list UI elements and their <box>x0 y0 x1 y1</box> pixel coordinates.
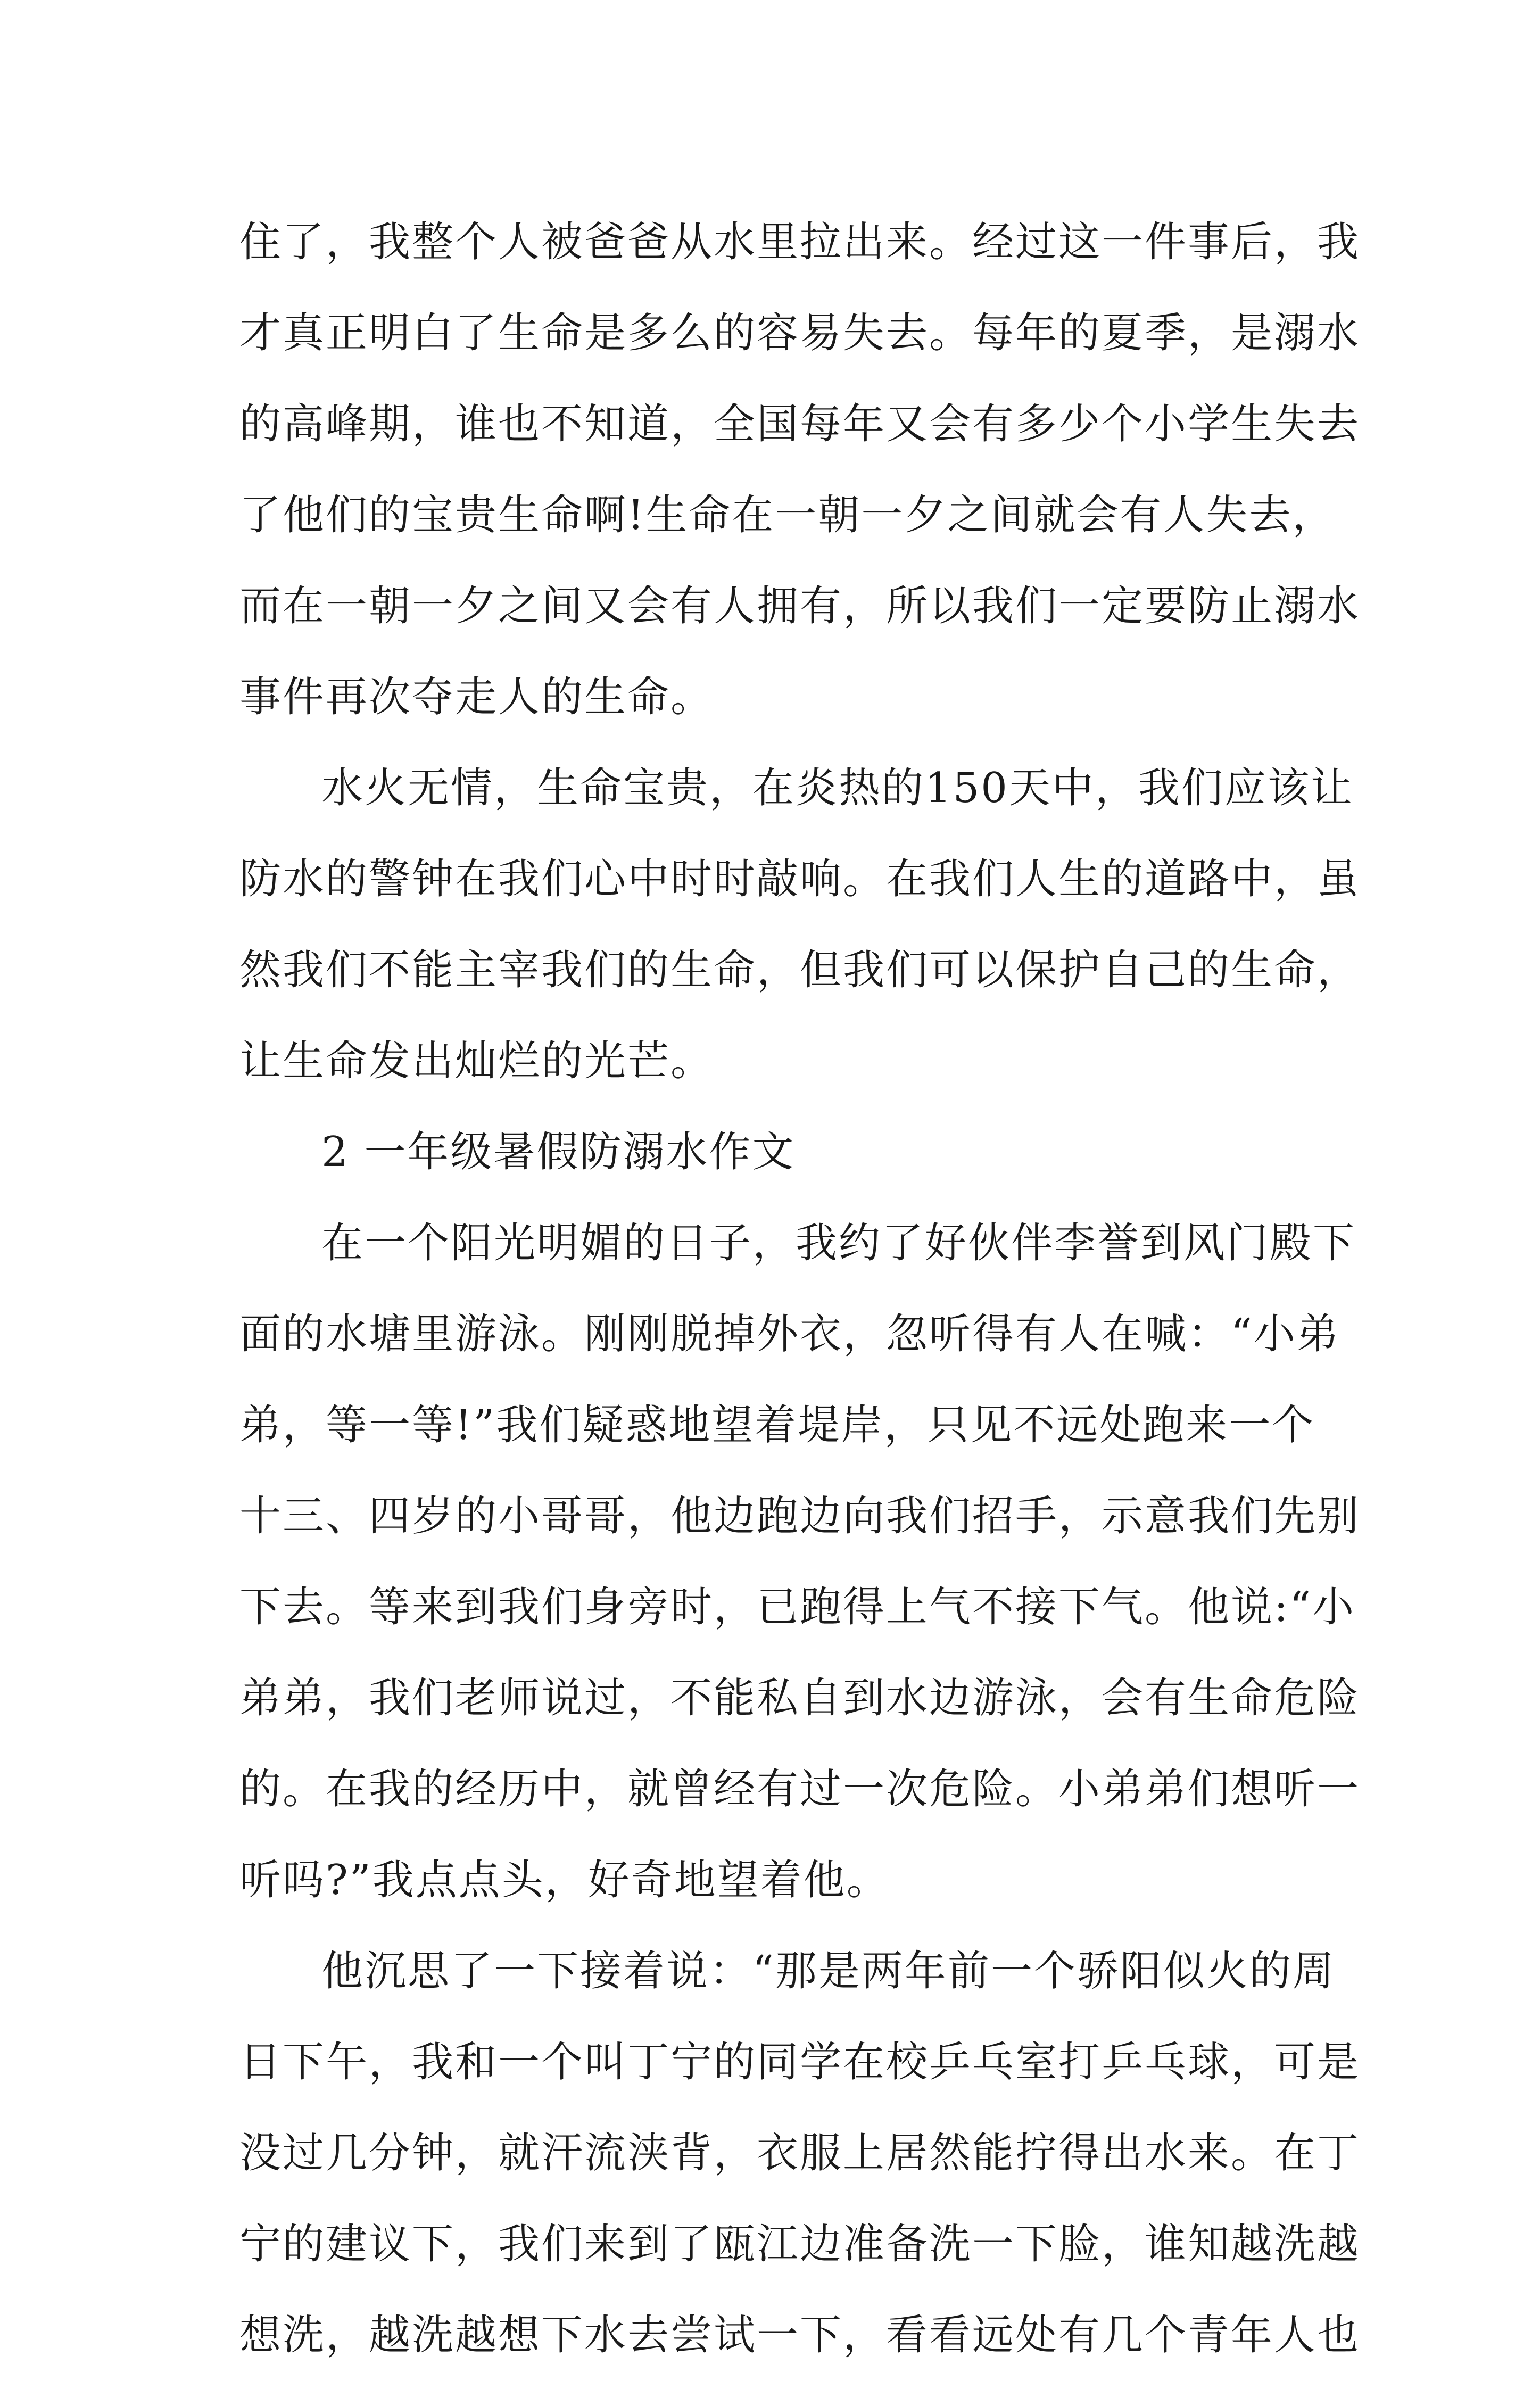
text-line: 事件再次夺走人的生命。 <box>239 673 714 721</box>
text-line: 想洗，越洗越想下水去尝试一下，看看远处有几个青年人也 <box>239 2311 1361 2359</box>
body-text <box>239 197 1361 2381</box>
text-line: 然我们不能主宰我们的生命，但我们可以保护自己的生命， <box>239 946 1361 994</box>
text-line: 水火无情，生命宝贵，在炎热的150天中，我们应该让 <box>321 764 1354 812</box>
text-line: 听吗?”我点点头，好奇地望着他。 <box>239 1856 890 1904</box>
text-line: 宁的建议下，我们来到了瓯江边准备洗一下脸，谁知越洗越 <box>239 2220 1361 2268</box>
text-line: 面的水塘里游泳。刚刚脱掉外衣，忽听得有人在喊：“小弟 <box>239 1310 1340 1358</box>
text-line: 才真正明白了生命是多么的容易失去。每年的夏季，是溺水 <box>239 309 1361 357</box>
text-line: 十三、四岁的小哥哥，他边跑边向我们招手，示意我们先别 <box>239 1492 1361 1540</box>
text-line: 他沉思了一下接着说：“那是两年前一个骄阳似火的周 <box>321 1947 1336 1995</box>
text-line: 在一个阳光明媚的日子，我约了好伙伴李誉到风门殿下 <box>321 1219 1356 1267</box>
text-line: 没过几分钟，就汗流浃背，衣服上居然能拧得出水来。在丁 <box>239 2129 1361 2177</box>
text-line: 让生命发出灿烂的光芒。 <box>239 1037 714 1085</box>
text-line: 的高峰期，谁也不知道，全国每年又会有多少个小学生失去 <box>239 400 1361 448</box>
text-line: 住了，我整个人被爸爸从水里拉出来。经过这一件事后，我 <box>239 218 1361 266</box>
text-line: 弟，等一等!”我们疑惑地望着堤岸，只见不远处跑来一个 <box>239 1401 1315 1449</box>
text-line: 防水的警钟在我们心中时时敲响。在我们人生的道路中，虽 <box>239 855 1361 903</box>
text-line: 的。在我的经历中，就曾经有过一次危险。小弟弟们想听一 <box>239 1765 1361 1813</box>
text-line: 而在一朝一夕之间又会有人拥有，所以我们一定要防止溺水 <box>239 582 1361 630</box>
text-line: 2 一年级暑假防溺水作文 <box>321 1128 796 1176</box>
text-line: 日下午，我和一个叫丁宁的同学在校乒乓室打乒乓球，可是 <box>239 2038 1361 2086</box>
text-line: 弟弟，我们老师说过，不能私自到水边游泳，会有生命危险 <box>239 1674 1361 1722</box>
text-line: 下去。等来到我们身旁时，已跑得上气不接下气。他说:“小 <box>239 1583 1356 1631</box>
text-line: 了他们的宝贵生命啊!生命在一朝一夕之间就会有人失去， <box>239 491 1336 539</box>
